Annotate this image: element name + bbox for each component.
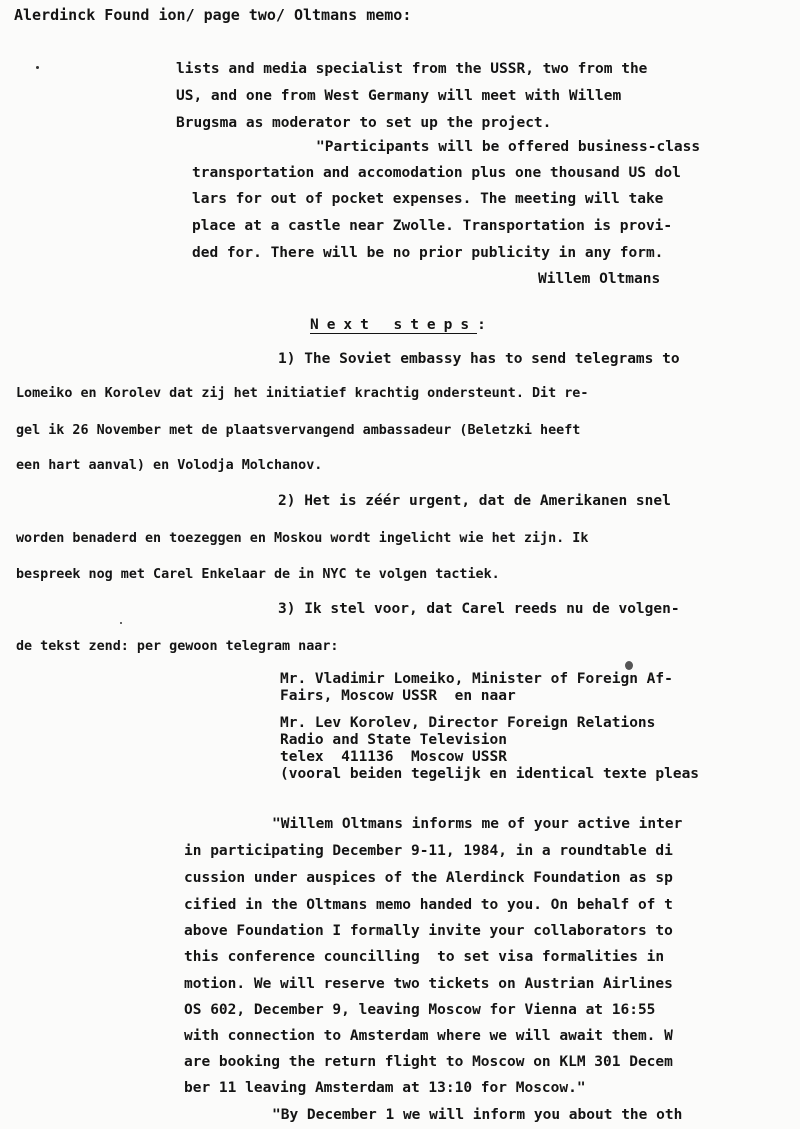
address-line: Mr. Vladimir Lomeiko, Minister of Foreign Af- <box>280 671 673 687</box>
telegram-line: are booking the return flight to Moscow on KLM 301 Decem <box>184 1054 673 1070</box>
intro-line: place at a castle near Zwolle. Transportation is provi- <box>192 218 673 234</box>
telegram-line: this conference councilling to set visa formalities in <box>184 949 665 965</box>
address-line: (vooral beiden tegelijk en identical texte pleas <box>280 766 700 782</box>
scan-speck <box>36 66 39 69</box>
scan-speck <box>120 622 122 624</box>
telegram-line: ber 11 leaving Amsterdam at 13:10 for Moscow." <box>184 1080 586 1096</box>
telegram-line: "By December 1 we will inform you about the oth <box>272 1107 683 1123</box>
address-line: Radio and State Television <box>280 732 507 748</box>
intro-line: ded for. There will be no prior publicity in any form. <box>192 245 664 261</box>
step3-line: 3) Ik stel voor, dat Carel reeds nu de volgen- <box>278 601 680 617</box>
signature: Willem Oltmans <box>538 271 661 287</box>
intro-line: US, and one from West Germany will meet with Willem <box>176 88 622 104</box>
step1-line: een hart aanval) en Volodja Molchanov. <box>16 458 323 473</box>
step2-line: bespreek nog met Carel Enkelaar de in NYC te volgen tactiek. <box>16 567 500 582</box>
intro-line: Brugsma as moderator to set up the project. <box>176 115 552 131</box>
step1-line: gel ik 26 November met de plaatsvervangend ambassadeur (Beletzki heeft <box>16 423 581 438</box>
step3-line: de tekst zend: per gewoon telegram naar: <box>16 639 339 654</box>
step1-line: 1) The Soviet embassy has to send telegrams to <box>278 351 680 367</box>
section-heading <box>310 316 486 334</box>
telegram-line: "Willem Oltmans informs me of your active inter <box>272 816 683 832</box>
scan-speck <box>625 661 633 670</box>
step2-line: 2) Het is zéér urgent, dat de Amerikanen snel <box>278 493 671 509</box>
address-line: Fairs, Moscow USSR en naar <box>280 688 516 704</box>
step2-line: worden benaderd en toezeggen en Moskou wordt ingelicht wie het zijn. Ik <box>16 531 589 546</box>
intro-line: "Participants will be offered business-class <box>316 139 701 155</box>
telegram-line: with connection to Amsterdam where we will await them. W <box>184 1028 673 1044</box>
telegram-line: cussion under auspices of the Alerdinck Foundation as sp <box>184 870 673 886</box>
page-header: Alerdinck Found ion/ page two/ Oltmans memo: <box>14 6 412 24</box>
step1-line: Lomeiko en Korolev dat zij het initiatief krachtig ondersteunt. Dit re- <box>16 386 589 401</box>
telegram-line: above Foundation I formally invite your collaborators to <box>184 923 673 939</box>
intro-line: transportation and accomodation plus one thousand US dol <box>192 165 681 181</box>
address-line: Mr. Lev Korolev, Director Foreign Relations <box>280 715 656 731</box>
telegram-line: cified in the Oltmans memo handed to you. On behalf of t <box>184 897 673 913</box>
telegram-line: OS 602, December 9, leaving Moscow for Vienna at 16:55 <box>184 1002 656 1018</box>
telegram-line: in participating December 9-11, 1984, in a roundtable di <box>184 843 673 859</box>
section-heading-text: Next steps <box>310 317 478 333</box>
address-line: telex 411136 Moscow USSR <box>280 749 507 765</box>
intro-line: lists and media specialist from the USSR, two from the <box>176 61 648 77</box>
telegram-line: motion. We will reserve two tickets on Austrian Airlines <box>184 976 673 992</box>
intro-line: lars for out of pocket expenses. The meeting will take <box>192 191 664 207</box>
section-heading-colon: : <box>477 317 486 333</box>
